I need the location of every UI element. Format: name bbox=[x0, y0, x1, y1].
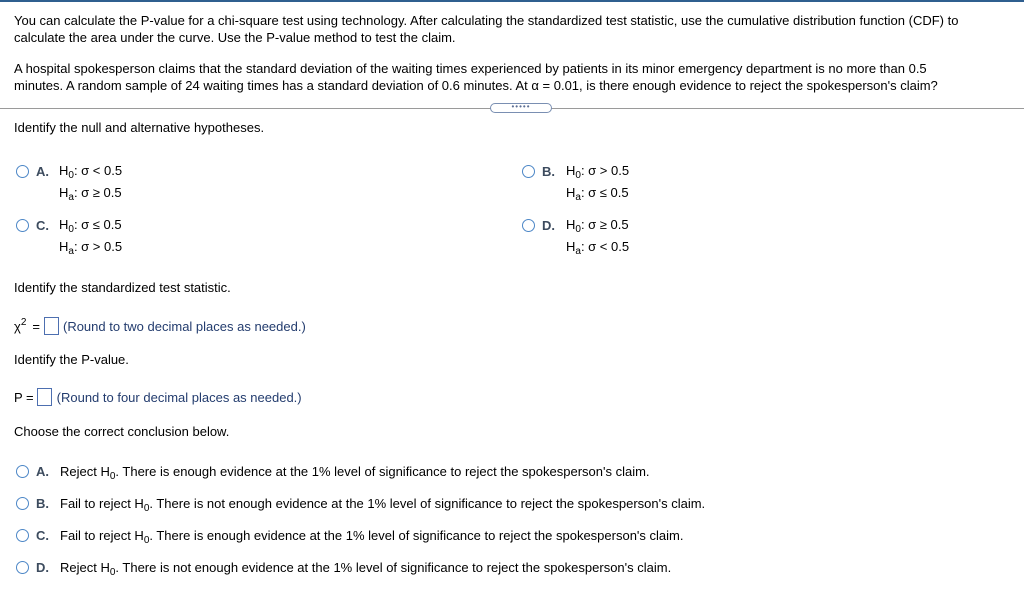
hypothesis-option-d-alt: $H_a$: σ < 0.5 bbox=[566, 239, 630, 257]
problem-line-2: minutes. A random sample of 24 waiting times has a standard deviation of 0.6 minutes. At α = 0.01, is there enough evidence to reject the spokesperson's claim? bbox=[14, 78, 938, 93]
hypotheses-prompt: Identify the null and alternative hypotheses. bbox=[14, 120, 265, 135]
conclusion-option-a-radio[interactable] bbox=[16, 465, 29, 478]
test-statistic-prompt: Identify the standardized test statistic. bbox=[14, 280, 231, 295]
conclusion-option-b-letter: B. bbox=[36, 496, 49, 511]
p-value-hint: (Round to four decimal places as needed.) bbox=[56, 389, 302, 405]
conclusion-option-d-radio[interactable] bbox=[16, 561, 29, 574]
p-value-input[interactable] bbox=[37, 388, 52, 406]
hypothesis-option-b-radio[interactable] bbox=[522, 165, 535, 178]
hypothesis-option-b-letter: B. bbox=[542, 164, 555, 179]
test-statistic-hint: (Round to two decimal places as needed.) bbox=[62, 318, 306, 334]
hypothesis-option-d-radio[interactable] bbox=[522, 219, 535, 232]
problem-text bbox=[14, 60, 1014, 94]
intro-line-2: calculate the area under the curve. Use the P-value method to test the claim. bbox=[14, 30, 456, 45]
hypothesis-option-c-letter: C. bbox=[36, 218, 49, 233]
hypothesis-option-b-text bbox=[566, 160, 629, 204]
conclusion-option-b-text: Fail to reject $H_0$. There is not enough evidence at the 1% level of significance to reject the spokesperson's claim. bbox=[60, 496, 706, 514]
hypothesis-option-d-null: $H_0$: σ ≥ 0.5 bbox=[566, 217, 629, 235]
hypothesis-option-a-text bbox=[59, 160, 122, 204]
problem-line-1: A hospital spokesperson claims that the standard deviation of the waiting times experienced by patients in its minor emergency department is no more than 0.5 bbox=[14, 61, 927, 76]
hypothesis-option-d-letter: D. bbox=[542, 218, 555, 233]
hypothesis-option-a-alt: $H_a$: σ ≥ 0.5 bbox=[59, 185, 122, 203]
hypothesis-option-c-text bbox=[59, 214, 122, 258]
p-value-prompt: Identify the P-value. bbox=[14, 352, 129, 367]
hypothesis-option-c-alt: $H_a$: σ > 0.5 bbox=[59, 239, 123, 257]
hypothesis-option-a-radio[interactable] bbox=[16, 165, 29, 178]
conclusion-option-c-radio[interactable] bbox=[16, 529, 29, 542]
conclusion-option-d-text: Reject $H_0$. There is not enough evidence at the 1% level of significance to reject the spokesperson's claim. bbox=[60, 560, 672, 578]
conclusion-option-a-letter: A. bbox=[36, 464, 49, 479]
hypothesis-option-d-text bbox=[566, 214, 629, 258]
conclusion-option-c-letter: C. bbox=[36, 528, 49, 543]
intro-line-1: You can calculate the P-value for a chi-square test using technology. After calculating the standardized test statistic, use the cumulative distribution function (CDF) to bbox=[14, 13, 959, 28]
top-border bbox=[0, 0, 1024, 2]
test-statistic-row bbox=[14, 317, 306, 335]
chi-square-symbol: $\chi^2$ bbox=[14, 316, 27, 334]
expand-toggle-button[interactable]: ••••• bbox=[490, 103, 552, 113]
conclusion-option-c-text: Fail to reject $H_0$. There is enough evidence at the 1% level of significance to reject the spokesperson's claim. bbox=[60, 528, 684, 546]
conclusion-option-d-letter: D. bbox=[36, 560, 49, 575]
conclusion-prompt: Choose the correct conclusion below. bbox=[14, 424, 230, 439]
hypothesis-option-b-alt: $H_a$: σ ≤ 0.5 bbox=[566, 185, 629, 203]
p-value-label: P = bbox=[14, 389, 34, 405]
intro-text bbox=[14, 12, 1014, 46]
conclusion-option-a-text: Reject $H_0$. There is enough evidence at the 1% level of significance to reject the spokesperson's claim. bbox=[60, 464, 650, 482]
hypothesis-option-c-radio[interactable] bbox=[16, 219, 29, 232]
hypothesis-option-a-null: $H_0$: σ < 0.5 bbox=[59, 163, 123, 181]
test-statistic-input[interactable] bbox=[44, 317, 59, 335]
p-value-row bbox=[14, 388, 302, 406]
conclusion-option-b-radio[interactable] bbox=[16, 497, 29, 510]
hypothesis-option-a-letter: A. bbox=[36, 164, 49, 179]
hypothesis-option-b-null: $H_0$: σ > 0.5 bbox=[566, 163, 630, 181]
equals-sign: = bbox=[32, 318, 40, 334]
hypothesis-option-c-null: $H_0$: σ ≤ 0.5 bbox=[59, 217, 122, 235]
